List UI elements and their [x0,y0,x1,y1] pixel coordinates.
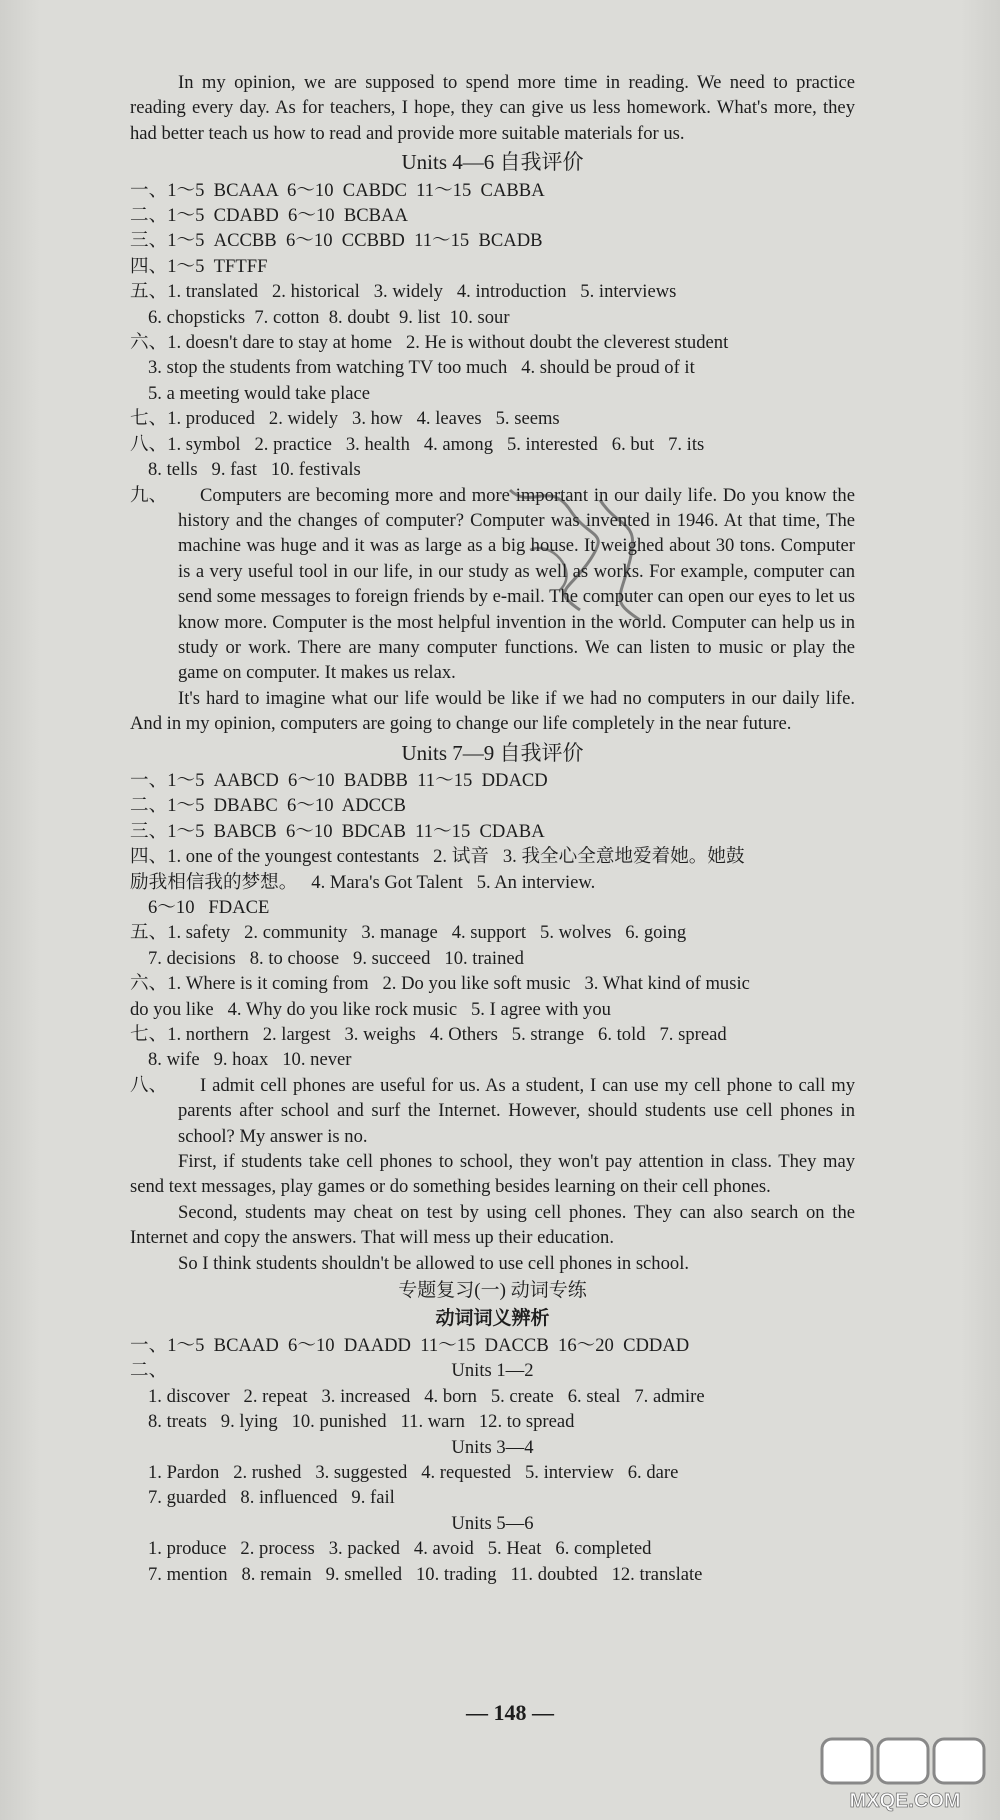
answer-line: 六、1. Where is it coming from 2. Do you like soft music 3. What kind of music [130,973,750,995]
answer-line: 六、1. doesn't dare to stay at home 2. He is without doubt the cleverest student [130,332,729,354]
answer-line: 一、1～5 BCAAD 6～10 DAADD 11～15 DACCB 16～20 CDDAD [130,1334,690,1356]
section-title-units-4-6: Units 4—6 自我评价 [401,150,584,175]
answer-line: 励我相信我的梦想。 4. Mara's Got Talent 5. An interview. [130,871,596,893]
essay-paragraph: I admit cell phones are useful for us. As a student, I can use my cell phone to call my parents after school and surf the Internet. However, should students use cell phones in school? My answer is no. [178,1074,855,1147]
section-title-units-7-9: Units 7—9 自我评价 [401,740,584,765]
answer-line: 一、1～5 BCAAA 6～10 CABDC 11～15 CABBA [130,179,545,201]
answer-line: do you like 4. Why do you like rock music 5. I agree with you [130,998,611,1020]
answer-line: 1. Pardon 2. rushed 3. suggested 4. requested 5. interview 6. dare [148,1461,679,1483]
section-title-verb-review: 专题复习(一) 动词专练 [398,1280,587,1302]
answer-line: 1. produce 2. process 3. packed 4. avoid 5. Heat 6. completed [148,1538,652,1560]
essay-paragraph: It's hard to imagine what our life would be like if we had no computers in our daily life. And in my opinion, computers are going to change our life completely in the near future. [130,687,855,735]
answer-line: 8. treats 9. lying 10. punished 11. warn 12. to spread [148,1411,575,1433]
answer-line: 五、1. safety 2. community 3. manage 4. support 5. wolves 6. going [130,922,687,944]
part-mark: 二、 [130,1360,168,1382]
answer-line: 五、1. translated 2. historical 3. widely 4. introduction 5. interviews [130,281,677,303]
intro-paragraph: In my opinion, we are supposed to spend more time in reading. We need to practice reading every day. As for teachers, I hope, they can give us less homework. What's more, they had better teach us how to read and provide more suitable materials for us. [130,72,855,144]
watermark-text: MXQE.COM [849,1790,961,1812]
answer-line: 七、1. produced 2. widely 3. how 4. leaves 5. seems [130,408,560,430]
answer-line: 3. stop the students from watching TV too much 4. should be proud of it [148,357,695,379]
answer-line: 7. decisions 8. to choose 9. succeed 10. trained [148,947,524,969]
answer-line: 二、1～5 CDABD 6～10 BCBAA [130,205,408,227]
essay-computers [130,483,855,686]
answer-line: 8. tells 9. fast 10. festivals [148,459,361,481]
answer-line: 七、1. northern 2. largest 3. weighs 4. Others 5. strange 6. told 7. spread [130,1024,727,1046]
answer-line: 1. discover 2. repeat 3. increased 4. born 5. create 6. steal 7. admire [148,1385,705,1407]
answer-line: 6～10 FDACE [148,897,270,918]
essay-paragraph: Second, students may cheat on test by using cell phones. They can also search on the Internet and copy the answers. That will mess up their education. [130,1201,855,1249]
essay-paragraph: First, if students take cell phones to school, they won't pay attention in class. They may send text messages, play games or do something besides learning on their cell phones. [130,1151,855,1198]
answer-line: 7. guarded 8. influenced 9. fail [148,1487,395,1509]
essay-paragraph: Computers are becoming more and more important in our daily life. Do you know the history and the changes of computer? Computer was invented in 1946. At that time, The machine was huge and it was as large as a big house. It weighed about 30 tons. Computer is a very useful tool in our life, in our study as well as works. For example, computer can send some messages to foreign friends by e-mail. The computer can open our eyes to let us know more. Computer is the most helpful invention in the world. Computer can help us in study or work. There are many computer functions. We can listen to music or play the game on computer. It makes us relax. [178,484,855,684]
answer-line: 7. mention 8. remain 9. smelled 10. trading 11. doubted 12. translate [148,1563,703,1585]
answer-line: 二、1～5 DBABC 6～10 ADCCB [130,795,406,817]
essay-cell-phones [130,1073,855,1149]
watermark-logo [820,1735,990,1815]
answer-line: 6. chopsticks 7. cotton 8. doubt 9. list 10. sour [148,306,510,328]
answer-line: 5. a meeting would take place [148,382,371,404]
answer-line: 四、1. one of the youngest contestants 2. 试音 3. 我全心全意地爱着她。她鼓 [130,846,745,868]
answer-content [130,70,855,1587]
answer-line: 一、1～5 AABCD 6～10 BADBB 11～15 DDACD [130,769,548,791]
units-1-2-title: Units 1—2 [451,1360,534,1382]
essay-paragraph: So I think students shouldn't be allowed to use cell phones in school. [178,1252,690,1274]
essay-mark: 八、 [130,1074,168,1096]
answer-line: 四、1～5 TFTFF [130,255,268,277]
answer-line: 八、1. symbol 2. practice 3. health 4. among 5. interested 6. but 7. its [130,433,705,455]
units-3-4-title: Units 3—4 [451,1436,534,1458]
answer-line: 三、1～5 BABCB 6～10 BDCAB 11～15 CDABA [130,820,545,842]
answer-line: 8. wife 9. hoax 10. never [148,1049,352,1071]
page-number: — 148 — [466,1700,554,1725]
section-subtitle: 动词词义辨析 [435,1307,550,1329]
units-5-6-title: Units 5—6 [451,1512,534,1534]
essay-mark: 九、 [130,484,168,506]
units-1-2-header-row [130,1358,855,1383]
answer-line: 三、1～5 ACCBB 6～10 CCBBD 11～15 BCADB [130,230,543,252]
